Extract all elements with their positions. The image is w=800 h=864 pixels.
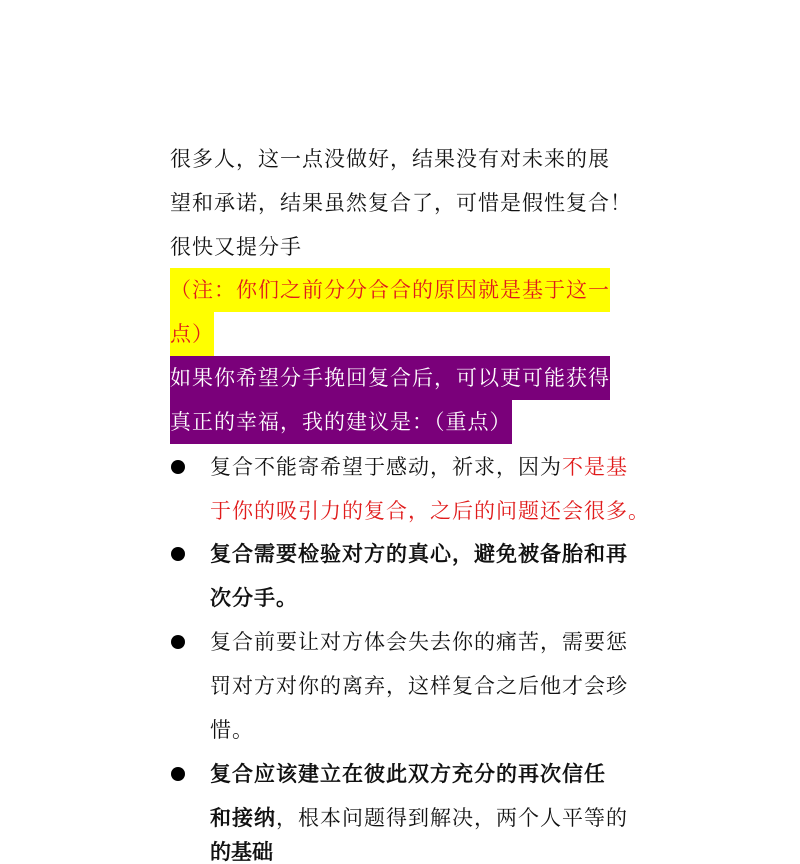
bullet-1-line-2: 于你的吸引力的复合，之后的问题还会很多。: [210, 499, 650, 523]
bullet-3-line-2: 罚对方对你的离弃，这样复合之后他才会珍: [210, 674, 628, 698]
advice-line-2: [170, 400, 512, 444]
bullet-dot-icon: [171, 635, 185, 649]
bullet-dot-icon: [171, 460, 185, 474]
advice-highlight-2: 真正的幸福，我的建议是：（重点）: [170, 400, 512, 444]
note-highlight-1: （注：你们之前分分合合的原因就是基于这一: [170, 268, 610, 312]
bullet-2-line-1: 复合需要检验对方的真心，避免被备胎和再: [210, 541, 628, 566]
bullet-dot-icon: [171, 767, 185, 781]
note-line-1: [170, 268, 610, 312]
bullet-dot-icon: [171, 547, 185, 561]
paragraph-line-3: 很快又提分手: [170, 235, 302, 259]
bullet-4-partial-text: 的基础: [210, 839, 273, 864]
note-highlight-2: 点）: [170, 312, 214, 356]
bullet-2-line-2: 次分手。: [210, 585, 298, 610]
paragraph-line-2: 望和承诺，结果虽然复合了，可惜是假性复合！: [170, 191, 632, 215]
bullet-4-line-1: 复合应该建立在彼此双方充分的再次信任: [210, 761, 606, 786]
bullet-4-bold-text: 和接纳: [210, 805, 276, 830]
bullet-4-text: ，根本问题得到解决，两个人平等的: [276, 806, 628, 830]
note-line-2: [170, 312, 214, 356]
advice-highlight-1: 如果你希望分手挽回复合后，可以更可能获得: [170, 356, 610, 400]
paragraph-line-1: 很多人，这一点没做好，结果没有对未来的展: [170, 147, 610, 171]
bullet-1-line-1: [210, 445, 628, 489]
advice-line-1: [170, 356, 610, 400]
bullet-1-red-text: 不是基: [562, 455, 628, 479]
bullet-4-line-3-clipped: [210, 839, 280, 864]
bullet-4-line-2: [210, 796, 628, 840]
bullet-1-text: 复合不能寄希望于感动，祈求，因为: [210, 455, 562, 479]
bullet-3-line-1: 复合前要让对方体会失去你的痛苦，需要惩: [210, 630, 628, 654]
bullet-3-line-3: 惜。: [210, 718, 254, 742]
